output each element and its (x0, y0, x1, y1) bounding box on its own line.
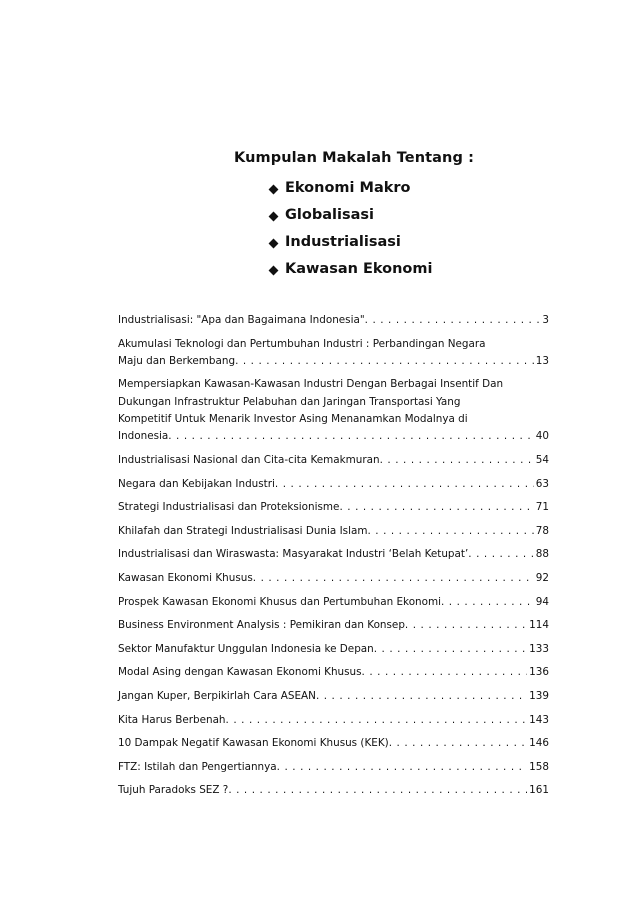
toc-entry (118, 523, 549, 540)
toc-entry-title-line: Kompetitif Untuk Menarik Investor Asing Menanamkan Modalnya di (118, 413, 468, 426)
topic-label: Kawasan Ekonomi (285, 261, 433, 277)
toc-entry-row (118, 641, 549, 658)
page-heading: Kumpulan Makalah Tentang : (234, 150, 474, 166)
toc-entry (118, 570, 549, 587)
toc-entry (118, 499, 549, 516)
toc-entry-title-line: Jangan Kuper, Berpikirlah Cara ASEAN (118, 689, 316, 702)
toc-entry-title-line: Strategi Industrialisasi dan Proteksionisme (118, 501, 340, 514)
toc-entry-title-line: Kita Harus Berbenah (118, 713, 226, 726)
toc-entry-row (118, 476, 549, 493)
topic-item (268, 261, 432, 288)
toc-entry-title-line: 10 Dampak Negatif Kawasan Ekonomi Khusus (KEK) (118, 737, 389, 750)
toc-page-number: 136 (529, 666, 549, 679)
toc-page-number: 13 (535, 354, 549, 367)
toc-page-number: 114 (529, 619, 549, 632)
toc-entry-row (118, 617, 549, 634)
toc-entry-row (118, 428, 549, 445)
toc-entry-title-line: Sektor Manufaktur Unggulan Indonesia ke Depan (118, 642, 374, 655)
dot-leader (316, 688, 527, 705)
dot-leader (275, 476, 534, 493)
toc-entry-title-line: Maju dan Berkembang (118, 354, 236, 367)
toc-entry-row (118, 523, 549, 540)
diamond-bullet-icon (269, 266, 279, 276)
toc-entry-row (118, 570, 549, 587)
toc-entry (118, 688, 549, 705)
toc-page-number: 94 (535, 595, 549, 608)
toc-entry-title-line: Industrialisasi: "Apa dan Bagaimana Indonesia" (118, 314, 365, 326)
toc-entry (118, 376, 549, 445)
toc-entry (118, 664, 549, 681)
topic-item (268, 180, 432, 207)
toc-entry-title-line: Mempersiapkan Kawasan-Kawasan Industri Dengan Berbagai Insentif Dan (118, 378, 504, 391)
topic-label: Industrialisasi (285, 234, 401, 250)
topic-item (268, 207, 432, 234)
toc-page-number: 88 (535, 548, 549, 561)
toc-page-number: 161 (529, 784, 549, 797)
dot-leader (441, 594, 534, 611)
toc-entry-row (118, 712, 549, 729)
toc-entry-title-line: Negara dan Kebijakan Industri (118, 477, 275, 490)
dot-leader (389, 735, 527, 752)
diamond-bullet-icon (269, 185, 279, 195)
topic-item (268, 234, 432, 261)
toc-entry (118, 617, 549, 634)
toc-page-number: 158 (529, 760, 549, 773)
dot-leader (367, 523, 533, 540)
toc-entry-row (118, 546, 549, 563)
toc-entry-row (118, 594, 549, 611)
toc-entry (118, 476, 549, 493)
toc-page-number: 133 (529, 642, 549, 655)
toc-entry-row (118, 735, 549, 752)
toc-entry-title-line: Business Environment Analysis : Pemikiran dan Konsep (118, 619, 405, 632)
topic-list (268, 180, 432, 288)
toc-entry (118, 452, 549, 469)
toc-entry (118, 594, 549, 611)
dot-leader (226, 712, 528, 729)
toc-entry (118, 735, 549, 752)
toc-entry-row (118, 452, 549, 469)
toc-page-number: 92 (535, 571, 549, 584)
toc-entry-title-line: Kawasan Ekonomi Khusus (118, 571, 253, 584)
toc-entry-row (118, 782, 549, 799)
topic-label: Globalisasi (285, 207, 374, 223)
toc-entry-title-line: Dukungan Infrastruktur Pelabuhan dan Jaringan Transportasi Yang (118, 395, 461, 408)
toc-page-number: 78 (535, 524, 549, 537)
dot-leader (228, 782, 527, 799)
table-of-contents (118, 312, 549, 806)
dot-leader (168, 428, 534, 445)
diamond-bullet-icon (269, 239, 279, 249)
toc-entry (118, 641, 549, 658)
dot-leader (365, 312, 541, 329)
toc-entry-row (118, 353, 549, 370)
toc-page-number: 54 (535, 453, 549, 466)
dot-leader (374, 641, 527, 658)
toc-entry-title-line: Tujuh Paradoks SEZ ? (118, 784, 229, 797)
toc-page-number: 63 (535, 477, 549, 490)
dot-leader (380, 452, 534, 469)
toc-page-number: 146 (529, 737, 549, 750)
toc-entry (118, 336, 549, 371)
toc-entry-title-line: Industrialisasi Nasional dan Cita-cita Kemakmuran (118, 453, 380, 466)
topic-label: Ekonomi Makro (285, 180, 411, 196)
dot-leader (253, 570, 534, 587)
dot-leader (339, 499, 533, 516)
toc-entry (118, 712, 549, 729)
toc-entry-title-line: Industrialisasi dan Wiraswasta: Masyarakat Industri ‘Belah Ketupat’ (118, 548, 469, 561)
toc-entry-title-line: Akumulasi Teknologi dan Pertumbuhan Industri : Perbandingan Negara (118, 337, 486, 350)
toc-entry (118, 546, 549, 563)
toc-entry (118, 312, 549, 329)
dot-leader (405, 617, 527, 634)
toc-entry-row (118, 499, 549, 516)
toc-entry-title-line: Modal Asing dengan Kawasan Ekonomi Khusus (118, 666, 362, 679)
toc-entry-title-line: Khilafah dan Strategi Industrialisasi Dunia Islam (118, 524, 368, 537)
toc-entry-row (118, 664, 549, 681)
dot-leader (235, 353, 534, 370)
toc-page-number: 40 (535, 430, 549, 443)
toc-entry-title-line: Indonesia (118, 430, 169, 443)
diamond-bullet-icon (269, 212, 279, 222)
toc-page-number: 71 (535, 501, 549, 514)
toc-page-number: 143 (529, 713, 549, 726)
toc-entry-title-line: FTZ: Istilah dan Pengertiannya (118, 760, 277, 773)
dot-leader (362, 664, 528, 681)
toc-entry-row (118, 759, 549, 776)
toc-entry-row (118, 312, 549, 329)
dot-leader (468, 546, 533, 563)
dot-leader (277, 759, 528, 776)
toc-entry (118, 782, 549, 799)
toc-page-number: 139 (529, 689, 549, 702)
toc-entry (118, 759, 549, 776)
toc-entry-title-line: Prospek Kawasan Ekonomi Khusus dan Pertumbuhan Ekonomi (118, 595, 441, 608)
toc-entry-row (118, 688, 549, 705)
toc-page-number: 3 (542, 314, 549, 326)
